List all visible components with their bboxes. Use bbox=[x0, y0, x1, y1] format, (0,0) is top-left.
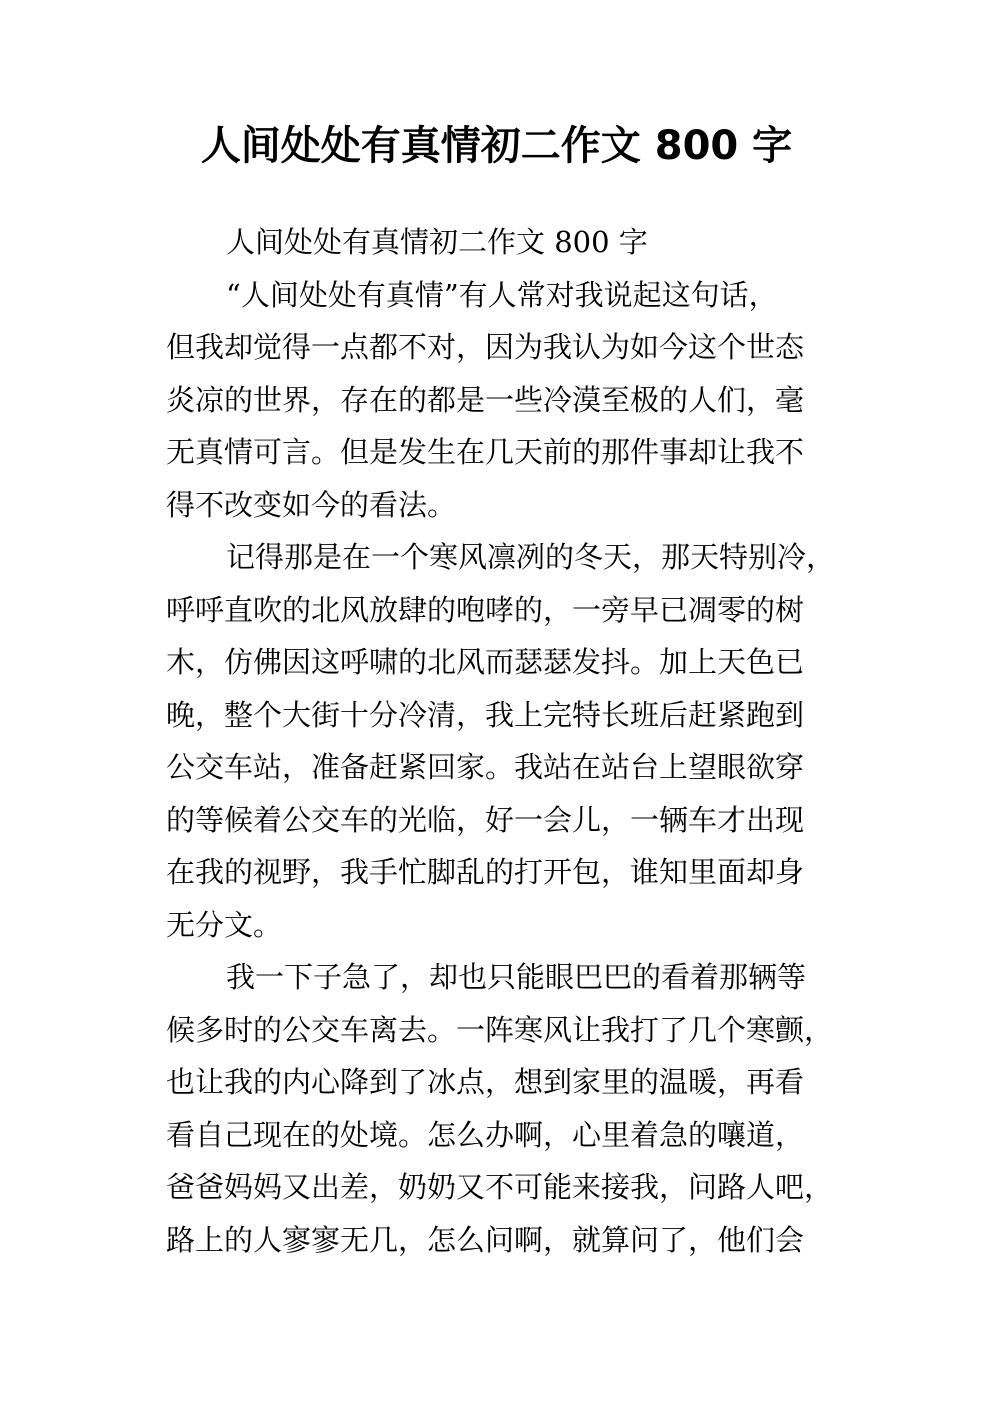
text-line: 候多时的公交车离去。一阵寒风让我打了几个寒颤， bbox=[166, 1012, 834, 1047]
document-body bbox=[166, 216, 856, 1266]
text-line: 但我却觉得一点都不对，因为我认为如今这个世态 bbox=[166, 330, 805, 364]
text-line: 记得那是在一个寒风凛冽的冬天，那天特别冷， bbox=[226, 540, 836, 574]
text-line: 无真情可言。但是发生在几天前的那件事却让我不 bbox=[166, 435, 805, 469]
text-line: 木，仿佛因这呼啸的北风而瑟瑟发抖。加上天色已 bbox=[166, 645, 805, 679]
text-line: “人间处处有真情”有人常对我说起这句话， bbox=[226, 277, 778, 312]
paragraph-heading bbox=[166, 216, 856, 269]
text-line: 人间处处有真情初二作文 800 字 bbox=[226, 225, 648, 259]
text-line: 得不改变如今的看法。 bbox=[166, 487, 457, 522]
text-line: 在我的视野，我手忙脚乱的打开包，谁知里面却身 bbox=[166, 855, 805, 889]
text-line: 爸爸妈妈又出差，奶奶又不可能来接我，问路人吧， bbox=[166, 1170, 834, 1204]
paragraph-1 bbox=[166, 269, 856, 532]
text-line: 公交车站，准备赶紧回家。我站在站台上望眼欲穿 bbox=[166, 750, 805, 784]
paragraph-3 bbox=[166, 951, 856, 1266]
paragraph-2 bbox=[166, 531, 856, 951]
text-line: 看自己现在的处境。怎么办啊，心里着急的嚷道， bbox=[166, 1117, 805, 1152]
document-title: 人间处处有真情初二作文 800 字 bbox=[200, 123, 793, 169]
text-line: 我一下子急了，却也只能眼巴巴的看着那辆等 bbox=[226, 960, 807, 994]
text-line: 也让我的内心降到了冰点，想到家里的温暖，再看 bbox=[166, 1065, 805, 1099]
text-line: 路上的人寥寥无几，怎么问啊，就算问了，他们会 bbox=[166, 1222, 805, 1257]
text-line: 无分文。 bbox=[166, 907, 283, 942]
text-line: 炎凉的世界，存在的都是一些冷漠至极的人们，毫 bbox=[166, 382, 805, 417]
text-line: 呼呼直吹的北风放肆的咆哮的，一旁早已凋零的树 bbox=[166, 592, 805, 627]
text-line: 晚，整个大街十分冷清，我上完特长班后赶紧跑到 bbox=[166, 697, 805, 732]
text-line: 的等候着公交车的光临，好一会儿，一辆车才出现 bbox=[166, 802, 805, 837]
